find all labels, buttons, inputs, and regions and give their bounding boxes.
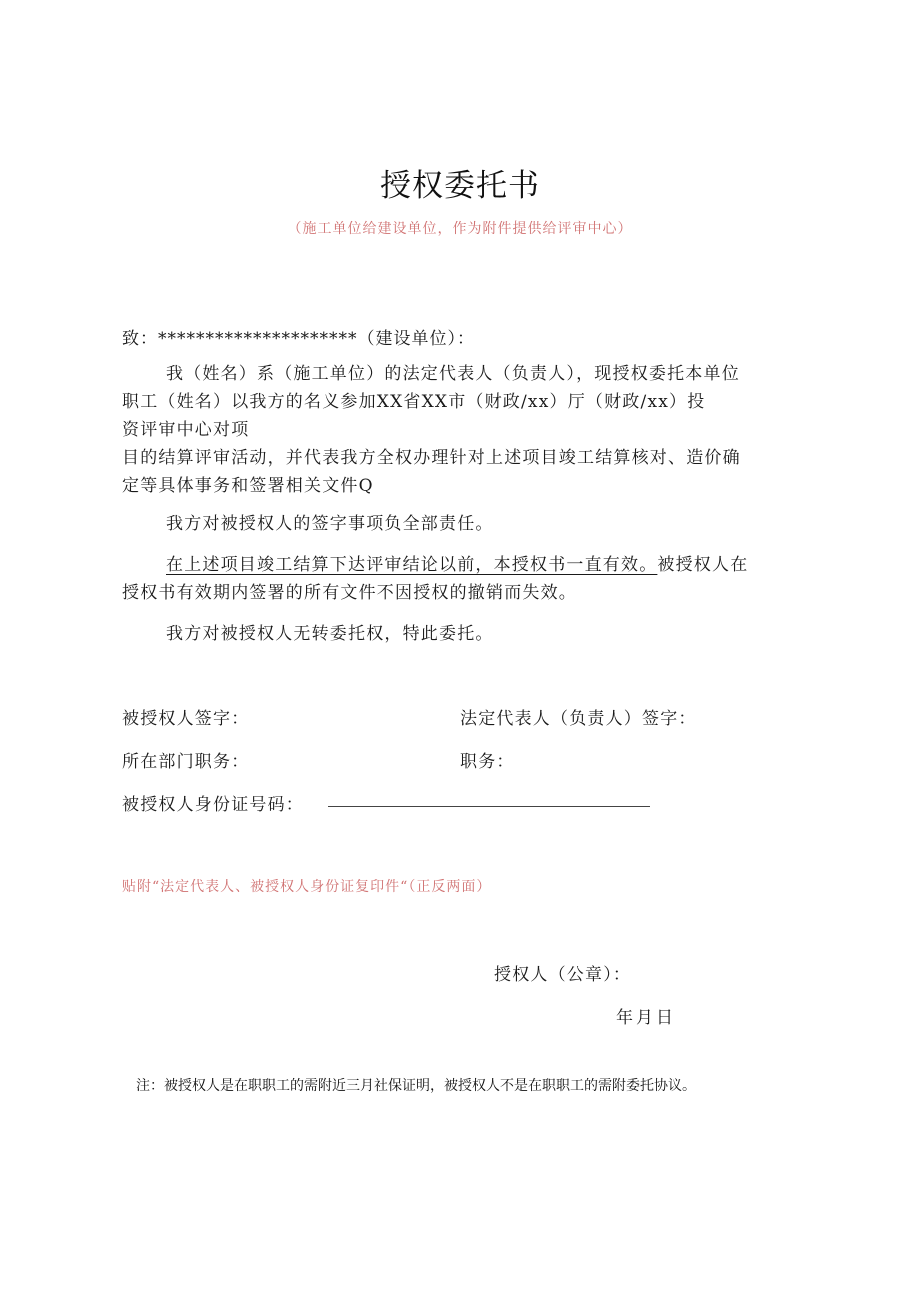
paragraph-line: 定等具体事务和签署相关文件Q bbox=[122, 476, 374, 496]
addressee-line: 致：*********************（建设单位）： bbox=[122, 329, 475, 349]
paragraph-validity bbox=[122, 551, 812, 607]
authorized-person-signature-label: 被授权人签字： bbox=[122, 709, 250, 729]
footnote: 注：被授权人是在职职工的需附近三月社保证明，被授权人不是在职职工的需附委托协议。 bbox=[136, 1078, 696, 1094]
paragraph-line: 职工（姓名）以我方的名义参加XX省XX市（财政∕xx）厅（财政∕xx）投 bbox=[122, 392, 706, 412]
underlined-validity-text: 在上述项目竣工结算下达评审结论以前，本授权书一直有效。 bbox=[166, 555, 658, 575]
id-number-label: 被授权人身份证号码： bbox=[122, 795, 304, 815]
paragraph-line: 授权书有效期内签署的所有文件不因授权的撤销而失效。 bbox=[122, 583, 577, 603]
position-label: 职务： bbox=[460, 752, 515, 772]
legal-representative-signature-label: 法定代表人（负责人）签字： bbox=[460, 709, 697, 729]
authorizer-seal-label: 授权人（公章）： bbox=[494, 965, 632, 985]
paragraph-line bbox=[122, 551, 812, 579]
paragraph-line: 目的结算评审活动，并代表我方全权办理针对上述项目竣工结算核对、造价确 bbox=[122, 448, 741, 468]
paragraph-line: 我（姓名）系（施工单位）的法定代表人（负责人），现授权委托本单位 bbox=[166, 364, 740, 384]
paragraph-line: 资评审中心对项 bbox=[122, 420, 250, 440]
department-position-label: 所在部门职务： bbox=[122, 752, 250, 772]
attachment-note: 贴附“法定代表人、被授权人身份证复印件“（正反两面） bbox=[122, 879, 492, 895]
validity-text-rest: 被授权人在 bbox=[657, 555, 749, 575]
document-title: 授权委托书 bbox=[380, 168, 540, 204]
document-subtitle: （施工单位给建设单位，作为附件提供给评审中心） bbox=[287, 221, 633, 237]
date-label: 年月日 bbox=[616, 1008, 676, 1028]
paragraph-authorization bbox=[122, 360, 812, 500]
paragraph-no-subdelegation: 我方对被授权人无转委托权，特此委托。 bbox=[166, 624, 494, 644]
paragraph-responsibility: 我方对被授权人的签字事项负全部责任。 bbox=[166, 514, 494, 534]
id-number-blank-line bbox=[328, 806, 650, 807]
